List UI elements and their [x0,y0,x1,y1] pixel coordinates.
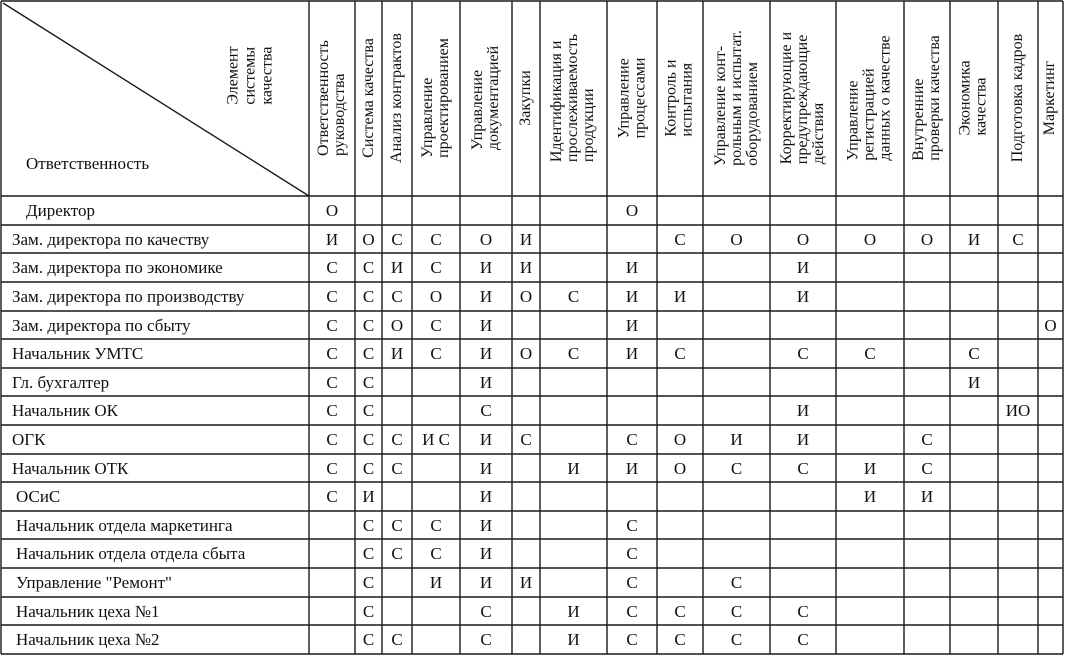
table-cell: О [673,458,687,478]
table-cell: И [390,344,404,363]
column-header [904,4,950,192]
table-cell: С [362,515,375,535]
table-cell: О [390,315,404,335]
table-cell: С [430,258,442,277]
table-cell: И [673,287,687,306]
table-cell: С [797,601,809,621]
table-cell: И [519,229,533,249]
corner-element-line-3: качества [258,46,276,105]
table-cell: С [391,458,403,478]
table-cell: И [519,258,533,277]
column-header-text: процессами [631,57,648,139]
table-cell: И [479,258,493,277]
table-cell: С [362,372,375,392]
table-cell: И [796,287,810,306]
table-cell: С [326,430,338,449]
table-cell: И [625,315,639,335]
row-label: Директор [26,201,95,220]
column-header [512,4,540,192]
table-cell: С [391,544,403,563]
table-cell: С [326,372,338,392]
column-header-text: Управление конт- [711,45,729,166]
table-cell: И [362,487,375,506]
table-cell: И [429,573,443,592]
column-header-text: рольным и испытат. [727,30,745,166]
column-header-text: Закупки [517,70,534,126]
table-cell: С [730,573,743,592]
table-cell: С [626,515,638,535]
table-cell: И [479,515,493,535]
column-header-text: Внутренние [910,78,928,161]
table-cell: С [430,315,442,335]
column-header-text: Управление [469,69,486,151]
table-cell: И [479,344,493,363]
row-label: ОГК [12,430,46,449]
table-cell: С [626,630,638,649]
table-cell: И [863,487,877,506]
column-header-text: Ответственность [315,40,332,156]
row-label: Зам. директора по производству [12,287,245,306]
table-cell: С [480,401,492,420]
table-cell: О [519,344,533,363]
table-cell: С [921,430,933,449]
table-cell: С [730,601,743,621]
column-header-text: Контроль и [663,59,681,137]
table-cell: С [391,287,403,306]
table-cell: И [625,458,639,478]
table-cell: И С [422,430,450,449]
column-header [412,4,460,192]
row-label: Начальник отдела маркетинга [16,515,233,535]
column-header-text: руководства [331,73,348,156]
column-header-text: Маркетинг [1041,60,1059,136]
column-header-text: Экономика [957,60,975,136]
column-header [836,4,904,192]
column-header-text: Управление [615,58,632,139]
table-cell: И [567,601,580,621]
table-cell: И [920,487,934,506]
table-cell: С [968,344,980,363]
corner-element-line-1: Элемент [224,45,242,105]
row-label: Начальник ОТК [12,458,129,478]
row-label: Управление "Ремонт" [16,573,172,592]
row-label: Начальник УМТС [12,344,144,363]
column-header-text: Управление [419,77,436,158]
column-header [309,4,355,192]
column-header-text: прослеживаемость [564,33,582,163]
table-cell: О [479,229,493,249]
table-cell: О [863,229,877,249]
table-cell: И [479,573,493,592]
table-cell: О [673,430,687,449]
table-cell: С [326,487,338,506]
table-cell: С [674,229,686,249]
table-cell: И [730,430,743,449]
table-cell: С [864,344,876,363]
table-cell: О [730,229,743,249]
table-cell: О [796,229,810,249]
table-cell: С [362,287,375,306]
table-cell: С [430,544,442,563]
column-header [355,4,382,192]
table-cell: С [674,601,686,621]
column-header-text: документацией [485,45,502,151]
table-cell: С [362,544,375,563]
table-cell: И [967,372,981,392]
column-header-text: предупреждающие [794,34,812,165]
table-cell: И [479,430,493,449]
table-cell: С [730,630,743,649]
table-cell: С [430,515,442,535]
table-cell: С [674,630,686,649]
corner-element-label [200,0,300,150]
table-cell: О [519,287,533,306]
table-cell: С [362,315,375,335]
table-cell: С [567,344,580,363]
table-cell: С [362,344,375,363]
column-header-text: действия [810,102,828,165]
table-cell: С [391,430,403,449]
row-label: Начальник ОК [12,401,118,420]
table-cell: И [479,487,493,506]
table-cell: С [326,287,338,306]
table-cell: С [730,458,743,478]
column-header [1038,4,1063,192]
table-cell: О [429,287,443,306]
table-cell: О [625,201,639,220]
corner-responsibility-label: Ответственность [26,154,150,173]
column-header [540,4,607,192]
table-cell: С [430,344,442,363]
table-cell: И [325,229,339,249]
table-cell: И [567,630,580,649]
table-cell: С [797,344,809,363]
table-cell: С [520,430,532,449]
table-cell: И [479,458,493,478]
column-header [460,4,512,192]
table-cell: С [326,458,338,478]
table-cell: О [920,229,934,249]
table-cell: С [362,258,375,277]
table-cell: С [921,458,933,478]
row-label: Начальник цеха №2 [16,630,160,649]
column-header [607,4,657,192]
row-label: Зам. директора по сбыту [12,315,191,335]
table-cell: С [362,573,375,592]
column-header-text: регистрацией [861,68,878,161]
table-cell: И [479,287,493,306]
row-label: Начальник отдела отдела сбыта [16,544,246,563]
row-label: Гл. бухгалтер [12,372,110,392]
table-cell: С [480,601,492,621]
column-header [998,4,1038,192]
table-cell: И [479,544,493,563]
table-cell: И [479,372,493,392]
table-cell: С [626,573,638,592]
table-cell: И [625,287,639,306]
table-cell: С [674,344,686,363]
column-header-text: Система качества [359,38,377,158]
table-cell: И [796,430,810,449]
table-cell: С [567,287,580,306]
table-cell: С [480,630,492,649]
table-cell: И [863,458,877,478]
table-cell: С [391,229,403,249]
table-cell: С [362,401,375,420]
column-header-text: оборудованием [743,62,761,166]
table-cell: С [797,630,809,649]
table-cell: И [390,258,404,277]
column-header-text: проектированием [435,38,452,158]
table-cell: С [391,630,403,649]
table-cell: С [626,601,638,621]
table-cell: И [796,401,810,420]
table-cell: С [626,544,638,563]
corner-element-line-2: системы [241,46,259,105]
column-header-text: Идентификация и [548,40,566,163]
column-header-text: Управление [845,80,862,161]
table-cell: С [797,458,809,478]
table-cell: С [326,401,338,420]
column-header [657,4,703,192]
column-header-text: проверки качества [926,35,944,161]
row-label: Начальник цеха №1 [16,601,160,621]
table-cell: С [362,458,375,478]
table-cell: С [326,344,338,363]
column-header-text: Анализ контрактов [388,33,405,163]
table-cell: И [479,315,493,335]
column-header-text: Подготовка кадров [1009,33,1027,163]
table-cell: С [326,258,338,277]
table-cell: О [325,201,339,220]
table-cell: С [626,430,638,449]
column-header-text: данных о качестве [877,35,894,161]
table-cell: С [1012,229,1024,249]
table-cell: И [967,229,981,249]
row-label: Зам. директора по качеству [12,229,210,249]
column-header [703,4,770,192]
table-cell: С [326,315,338,335]
column-header [950,4,998,192]
column-header-text: Корректирующие и [778,31,796,165]
table-cell: ИО [1005,401,1031,420]
table-cell: С [391,515,403,535]
column-header-text: качества [973,77,991,136]
table-cell: С [362,430,375,449]
table-cell: И [519,573,533,592]
column-header [770,4,836,192]
table-cell: С [362,630,375,649]
table-cell: И [625,258,639,277]
table-cell: О [1044,315,1057,335]
table-cell: С [430,229,442,249]
table-cell: О [362,229,375,249]
column-header-text: продукции [580,88,598,163]
column-header [382,4,412,192]
table-cell: И [567,458,580,478]
table-cell: С [362,601,375,621]
table-cell: И [625,344,639,363]
row-label: ОСиС [16,487,61,506]
row-label: Зам. директора по экономике [12,258,223,277]
column-header-text: испытания [679,62,697,137]
table-cell: И [796,258,810,277]
